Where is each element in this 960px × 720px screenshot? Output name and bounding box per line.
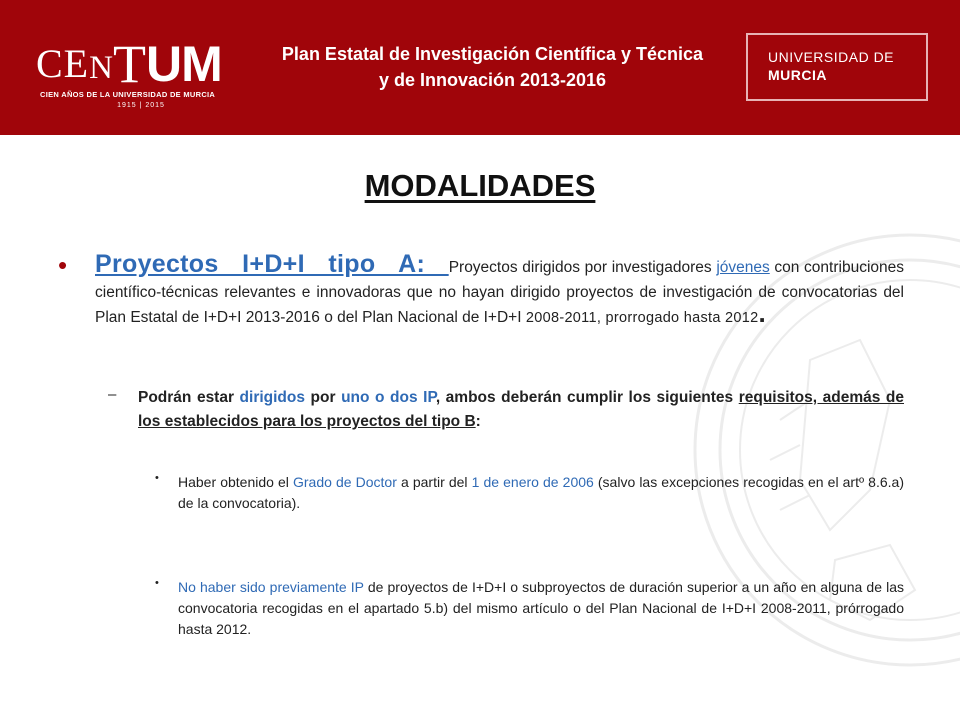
logo-n: N	[89, 50, 113, 86]
item2-text: de proyectos de I+D+I o subproyectos de duración superior a un año en alguna de las convocatoria recogidas en el apartado 5.b) del mismo artículo o del Plan Nacional de I+D+I 2008-2011, prórrogado hasta 2012.	[178, 579, 904, 637]
sub-text-2: por	[305, 389, 342, 406]
bullet-text-a: Proyectos dirigidos por investigadores	[448, 259, 717, 276]
logo-um: UM	[145, 36, 222, 92]
centum-subtitle: CIEN AÑOS DE LA UNIVERSIDAD DE MURCIA	[40, 90, 216, 99]
sub-bullet-paragraph	[138, 386, 904, 434]
sub-underlined-requisitos: requisitos, además de los establecidos para los proyectos del tipo B	[138, 389, 904, 430]
header-banner	[0, 0, 960, 135]
link-jovenes[interactable]: jóvenes	[716, 259, 770, 276]
sub-text-3: , ambos deberán cumplir los siguientes	[435, 389, 739, 406]
item-grado-doctor-text	[178, 472, 904, 514]
sub-highlight-ip: uno o dos IP	[341, 389, 436, 406]
bullet-paragraph	[95, 252, 904, 331]
centum-logo	[36, 34, 241, 115]
bullet-heading: Proyectos I+D+I tipo A:	[95, 250, 449, 278]
slide-title	[0, 168, 960, 204]
um-logo-line1: UNIVERSIDAD DE	[768, 49, 895, 65]
logo-ce: CE	[36, 41, 90, 86]
header-title-line2: y de Innovación 2013-2016	[378, 70, 607, 90]
bullet-period: .	[758, 298, 766, 328]
universidad-murcia-logo	[746, 33, 928, 101]
item1-text-1: Haber obtenido el	[178, 474, 293, 490]
centum-wordmark	[36, 34, 222, 94]
header-title	[250, 41, 735, 93]
logo-t: T	[112, 34, 146, 94]
centum-years: 1915 | 2015	[117, 102, 165, 109]
small-bullet-icon: •	[155, 472, 159, 484]
item-no-haber-sido-ip-text	[178, 577, 904, 640]
bullet-text-b: con contribuciones científico-técnicas relevantes e innovadoras que no hayan dirigido proyectos de investigación de convocatorias del Plan Estatal de I+D+I 2013-2016 o del Plan Nacional de I+D+I	[95, 259, 905, 326]
item2-highlight: No haber sido previamente IP	[178, 579, 364, 595]
sub-text-4: :	[475, 413, 481, 430]
um-logo-line2: MURCIA	[768, 67, 827, 83]
item1-highlight-fecha: 1 de enero de 2006	[471, 474, 594, 490]
bullet-dot-icon: •	[58, 250, 68, 280]
item1-text-2: a partir del	[396, 474, 472, 490]
bullet-text-c: 2008-2011, prorrogado hasta 2012	[525, 310, 759, 326]
dash-icon: –	[108, 386, 117, 403]
item1-highlight-grado: Grado de Doctor	[293, 474, 397, 490]
small-bullet-icon: •	[155, 577, 159, 589]
sub-highlight-dirigidos: dirigidos	[239, 389, 305, 406]
item1-text-3: (salvo las excepciones recogidas en el artº 8.6.a) de la convocatoria).	[178, 474, 904, 511]
header-title-line1: Plan Estatal de Investigación Científica y Técnica	[281, 44, 704, 64]
sub-text-1: Podrán estar	[138, 389, 240, 406]
slide-title-text: MODALIDADES	[364, 168, 596, 203]
